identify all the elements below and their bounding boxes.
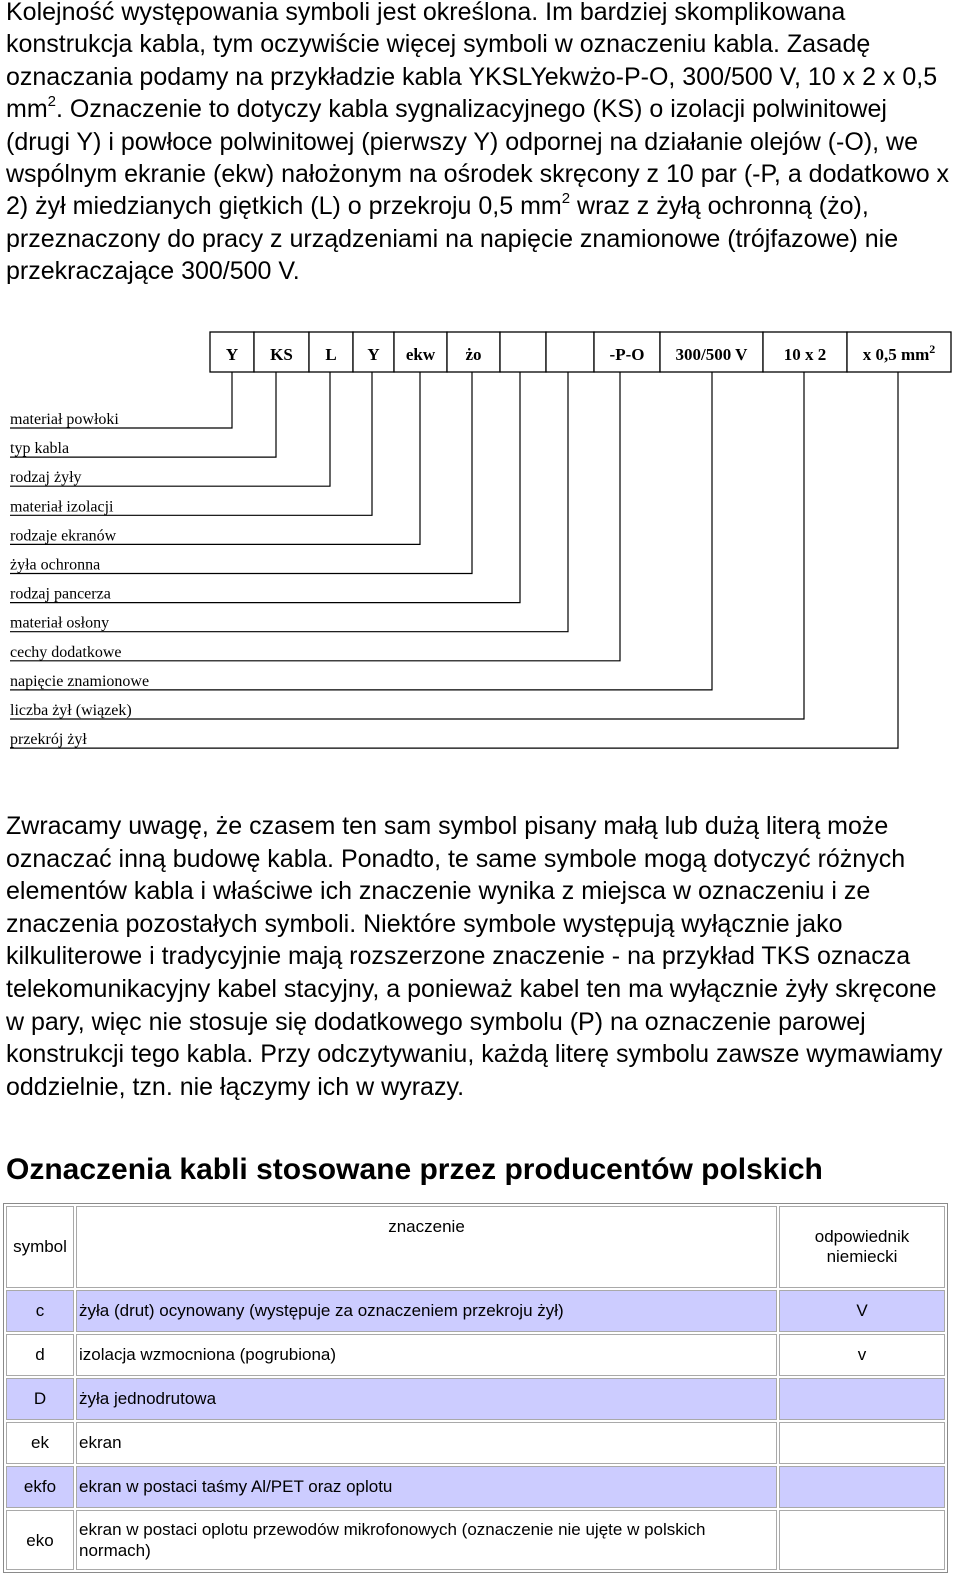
designation-superscript: 2 (929, 342, 936, 356)
row-meaning: izolacja wzmocniona (pogrubiona) (76, 1334, 777, 1376)
row-symbol: ekfo (6, 1466, 74, 1508)
row-german (779, 1378, 945, 1420)
intro-sup-a: 2 (47, 92, 56, 110)
row-german (779, 1422, 945, 1464)
designation-symbol: żo (465, 345, 482, 364)
row-symbol: ek (6, 1422, 74, 1464)
table-header-row (6, 1206, 945, 1288)
label-8: materiał osłony (10, 614, 110, 632)
label-6: żyła ochronna (10, 556, 101, 574)
label-4: materiał izolacji (10, 498, 114, 516)
designation-box (500, 332, 546, 372)
row-symbol: c (6, 1290, 74, 1332)
symbols-table (3, 1203, 948, 1573)
label-7: rodzaj pancerza (10, 585, 111, 603)
intro-text-a: Kolejność występowania symboli jest określona. Im bardziej skomplikowana konstrukcja kabla, tym oczywiście więcej symboli w oznaczeniu kabla. Zasadę oznaczania podamy na przykładzie kabla YKSLYekwżo-P-O, 300/500 V, 10 x 2 x 0,5 mm (6, 0, 938, 124)
row-meaning: żyła (drut) ocynowany (występuje za oznaczeniem przekroju żył) (76, 1290, 777, 1332)
designation-symbol: Y (367, 345, 380, 364)
row-meaning: żyła jednodrutowa (76, 1378, 777, 1420)
row-symbol: d (6, 1334, 74, 1376)
row-meaning: ekran (76, 1422, 777, 1464)
label-1: materiał powłoki (10, 411, 119, 428)
designation-symbol: 10 x 2 (783, 345, 827, 364)
intro-paragraph (6, 0, 956, 288)
row-german (779, 1510, 945, 1570)
intro-text-b: . Oznaczenie to dotyczy kabla sygnalizacyjnego (KS) o izolacji polwinitowej (drugi Y) i powłoce polwinitowej (pierwszy Y) odpornej na działanie olejów (-O), we wspólnym ekranie (ekw) nałożonym na ośrodek skręcony z 10 par (-P, a dodatkowo x 2) żył miedzianych giętkich (L) o przekroju 0,5 mm (6, 95, 950, 221)
label-11: liczba żył (wiązek) (10, 702, 132, 719)
row-meaning: ekran w postaci taśmy Al/PET oraz oplotu (76, 1466, 777, 1508)
label-5: rodzaje ekranów (10, 527, 117, 545)
label-12: przekrój żył (10, 731, 87, 749)
table-row (6, 1378, 945, 1420)
row-german: v (779, 1334, 945, 1376)
designation-symbol: -P-O (609, 345, 645, 364)
label-3: rodzaj żyły (10, 469, 82, 487)
header-german: odpowiednik niemiecki (779, 1206, 945, 1288)
section-heading: Oznaczenia kabli stosowane przez producentów polskich (6, 1153, 823, 1186)
label-2: typ kabla (10, 440, 70, 458)
intro-sup-b: 2 (561, 190, 571, 208)
designation-symbol: L (325, 345, 337, 364)
table-row (6, 1466, 945, 1508)
table-row (6, 1510, 945, 1570)
connector-line (10, 372, 420, 544)
row-german (779, 1466, 945, 1508)
connector-line (10, 372, 804, 719)
label-9: cechy dodatkowe (10, 643, 122, 661)
header-meaning: znaczenie (76, 1206, 777, 1288)
table-row (6, 1290, 945, 1332)
row-german: V (779, 1290, 945, 1332)
header-symbol: symbol (6, 1206, 74, 1288)
intro-text-c: wraz z żyłą ochronną (żo), przeznaczony do pracy z urządzeniami na napięcie znamionowe (trójfazowe) nie przekraczające 300/500 V. (6, 192, 899, 286)
table-row (6, 1422, 945, 1464)
label-10: napięcie znamionowe (10, 672, 150, 690)
cable-designation-diagram (0, 328, 960, 768)
designation-symbol: ekw (405, 345, 436, 364)
outro-paragraph: Zwracamy uwagę, że czasem ten sam symbol pisany małą lub dużą literą może oznaczać inną budowę kabla. Ponadto, te same symbole mogą dotyczyć różnych elementów kabla i właściwe ich znaczenie wynika z miejsca w oznaczeniu i ze znaczenia pozostałych symboli. Niektóre symbole występują wyłącznie jako kilkuliterowe i tradycyjnie mają rozszerzone znaczenie - na przykład TKS oznacza telekomunikacyjny kabel stacyjny, a ponieważ kabel ten ma wyłącznie żyły skręcone w pary, więc nie stosuje się dodatkowego symbolu (P) na oznaczenie parowej konstrukcji tego kabla. Przy odczytywaniu, każdą literę symbolu zawsze wymawiamy oddzielnie, tzn. nie łączymy ich w wyrazy. (6, 812, 943, 1101)
designation-symbol: KS (270, 345, 293, 364)
designation-symbol: x 0,5 $mm^2$ (862, 342, 936, 364)
row-meaning: ekran w postaci oplotu przewodów mikrofonowych (oznaczenie nie ujęte w polskich normach) (76, 1510, 777, 1570)
designation-symbol: Y (225, 345, 239, 364)
designation-symbol: 300/500 V (675, 345, 748, 364)
table-row (6, 1334, 945, 1376)
row-symbol: eko (6, 1510, 74, 1570)
row-symbol: D (6, 1378, 74, 1420)
designation-box (546, 332, 594, 372)
